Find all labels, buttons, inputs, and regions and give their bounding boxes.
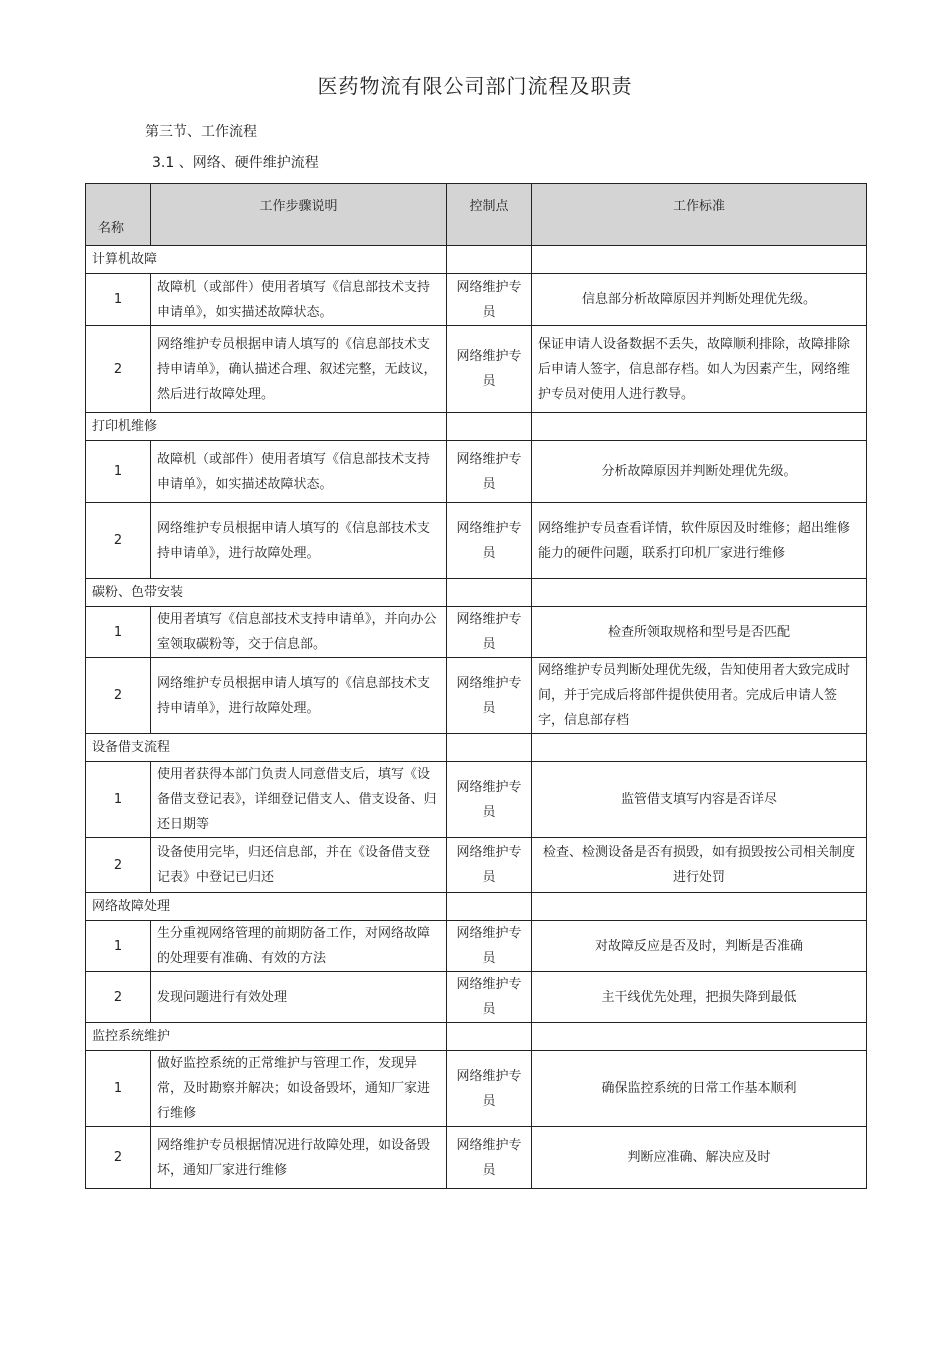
table-row [86,838,867,893]
row-control: 网络维护专员 [447,274,532,326]
row-control: 网络维护专员 [447,658,532,734]
row-standard: 网络维护专员查看详情，软件原因及时维修；超出维修能力的硬件问题，联系打印机厂家进行维修 [532,503,867,579]
row-step: 网络维护专员根据申请人填写的《信息部技术支持申请单》，进行故障处理。 [151,503,447,579]
table-row [86,274,867,326]
category-label: 打印机维修 [86,413,447,441]
row-control: 网络维护专员 [447,762,532,838]
table-row [86,441,867,503]
category-empty-cell [532,893,867,921]
row-step: 使用者获得本部门负责人同意借支后，填写《设备借支登记表》，详细登记借支人、借支设备、归还日期等 [151,762,447,838]
row-number: 2 [86,1127,151,1189]
header-steps: 工作步骤说明 [151,184,447,246]
row-step: 故障机（或部件）使用者填写《信息部技术支持申请单》，如实描述故障状态。 [151,441,447,503]
row-control: 网络维护专员 [447,1127,532,1189]
row-standard: 监管借支填写内容是否详尽 [532,762,867,838]
row-standard: 信息部分析故障原因并判断处理优先级。 [532,274,867,326]
table-row [86,921,867,972]
category-label: 监控系统维护 [86,1023,447,1051]
row-number: 1 [86,274,151,326]
table-row [86,326,867,413]
row-standard: 网络维护专员判断处理优先级，告知使用者大致完成时间，并于完成后将部件提供使用者。完成后申请人签字，信息部存档 [532,658,867,734]
workflow-table [85,183,867,1189]
category-empty-cell [532,1023,867,1051]
category-empty-cell [447,893,532,921]
row-number: 2 [86,972,151,1023]
row-number: 2 [86,326,151,413]
category-empty-cell [447,246,532,274]
row-step: 设备使用完毕，归还信息部，并在《设备借支登记表》中登记已归还 [151,838,447,893]
row-control: 网络维护专员 [447,326,532,413]
subsection-heading: 3.1 、网络、硬件维护流程 [152,155,319,171]
row-number: 1 [86,921,151,972]
row-step: 发现问题进行有效处理 [151,972,447,1023]
row-step: 网络维护专员根据申请人填写的《信息部技术支持申请单》，进行故障处理。 [151,658,447,734]
row-control: 网络维护专员 [447,838,532,893]
category-label: 网络故障处理 [86,893,447,921]
row-standard: 检查、检测设备是否有损毁，如有损毁按公司相关制度进行处罚 [532,838,867,893]
row-number: 1 [86,607,151,658]
category-empty-cell [532,413,867,441]
category-empty-cell [447,1023,532,1051]
category-empty-cell [532,579,867,607]
category-empty-cell [447,413,532,441]
table-header-row [86,184,867,246]
header-standard: 工作标准 [532,184,867,246]
row-standard: 对故障反应是否及时，判断是否准确 [532,921,867,972]
category-row [86,246,867,274]
row-standard: 判断应准确、解决应及时 [532,1127,867,1189]
category-label: 计算机故障 [86,246,447,274]
category-empty-cell [532,246,867,274]
row-step: 故障机（或部件）使用者填写《信息部技术支持申请单》，如实描述故障状态。 [151,274,447,326]
header-control: 控制点 [447,184,532,246]
category-empty-cell [532,734,867,762]
row-control: 网络维护专员 [447,441,532,503]
table-row [86,972,867,1023]
row-standard: 分析故障原因并判断处理优先级。 [532,441,867,503]
row-number: 1 [86,762,151,838]
header-name: 名称 [86,184,151,246]
row-standard: 确保监控系统的日常工作基本顺利 [532,1051,867,1127]
table-row [86,658,867,734]
table-row [86,762,867,838]
row-standard: 主干线优先处理，把损失降到最低 [532,972,867,1023]
row-control: 网络维护专员 [447,1051,532,1127]
row-step: 网络维护专员根据申请人填写的《信息部技术支持申请单》，确认描述合理、叙述完整，无歧议，然后进行故障处理。 [151,326,447,413]
row-number: 2 [86,838,151,893]
row-step: 使用者填写《信息部技术支持申请单》，并向办公室领取碳粉等，交于信息部。 [151,607,447,658]
row-control: 网络维护专员 [447,607,532,658]
category-row [86,734,867,762]
category-row [86,1023,867,1051]
section-heading: 第三节、工作流程 [145,124,257,140]
category-row [86,893,867,921]
row-standard: 保证申请人设备数据不丢失，故障顺利排除，故障排除后申请人签字，信息部存档。如人为因素产生，网络维护专员对使用人进行教导。 [532,326,867,413]
row-number: 2 [86,503,151,579]
row-step: 做好监控系统的正常维护与管理工作，发现异常，及时勘察并解决；如设备毁坏，通知厂家进行维修 [151,1051,447,1127]
document-title: 医药物流有限公司部门流程及职责 [317,74,633,98]
category-empty-cell [447,734,532,762]
category-label: 碳粉、色带安装 [86,579,447,607]
table-row [86,607,867,658]
table-row [86,1127,867,1189]
category-row [86,413,867,441]
row-control: 网络维护专员 [447,921,532,972]
table-row [86,1051,867,1127]
row-control: 网络维护专员 [447,503,532,579]
category-label: 设备借支流程 [86,734,447,762]
category-row [86,579,867,607]
row-number: 1 [86,1051,151,1127]
row-number: 1 [86,441,151,503]
category-empty-cell [447,579,532,607]
row-step: 生分重视网络管理的前期防备工作，对网络故障的处理要有准确、有效的方法 [151,921,447,972]
row-standard: 检查所领取规格和型号是否匹配 [532,607,867,658]
table-row [86,503,867,579]
row-control: 网络维护专员 [447,972,532,1023]
row-step: 网络维护专员根据情况进行故障处理，如设备毁坏，通知厂家进行维修 [151,1127,447,1189]
row-number: 2 [86,658,151,734]
